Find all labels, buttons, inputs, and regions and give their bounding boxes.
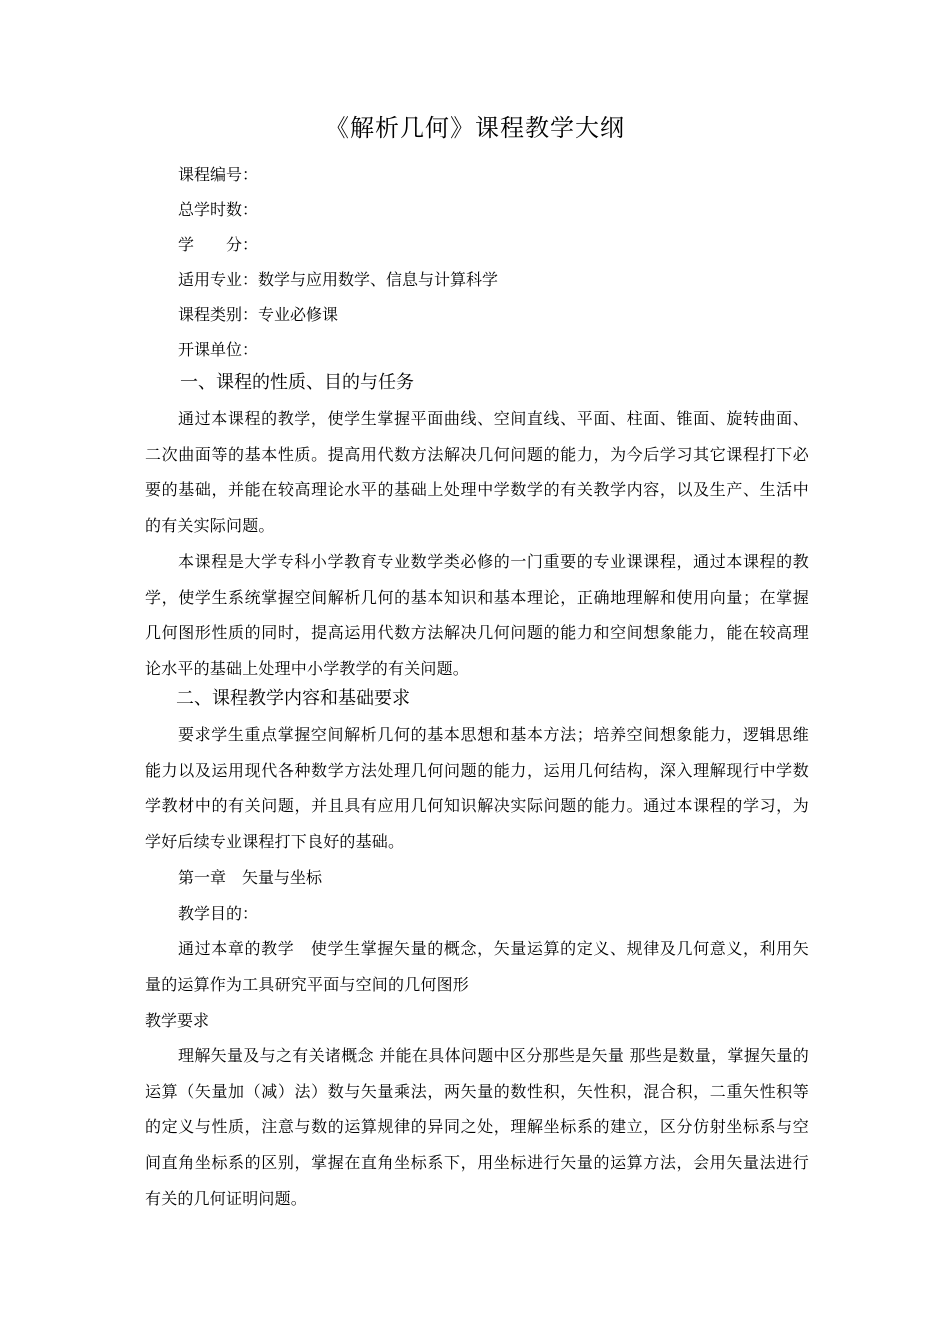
credits-field: 学 分： — [178, 235, 259, 254]
category-field: 课程类别：专业必修课 — [178, 305, 339, 324]
course-code-field: 课程编号： — [178, 165, 259, 184]
chapter-1-requirements-label: 教学要求 — [145, 1011, 210, 1030]
section-2-paragraph-1: 要求学生重点掌握空间解析几何的基本思想和基本方法；培养空间想象能力，逻辑思维能力以及运用现代各种数学方法处理几何问题的能力，运用几何结构，深入理解现行中学数学教材中的有关问题，并且具有应用几何知识解决实际问题的能力。通过本课程的学习，为学好后续专业课程打下良好的基础。 — [145, 725, 809, 852]
total-hours-field: 总学时数： — [178, 200, 259, 219]
section-2-heading: 二、课程教学内容和基础要求 — [176, 688, 410, 709]
section-1-heading: 一、课程的性质、目的与任务 — [180, 372, 414, 393]
chapter-1-objective-text: 通过本章的教学 使学生掌握矢量的概念，矢量运算的定义、规律及几何意义，利用矢量的运算作为工具研究平面与空间的几何图形 — [145, 939, 809, 994]
section-1-paragraph-1: 通过本课程的教学，使学生掌握平面曲线、空间直线、平面、柱面、锥面、旋转曲面、二次曲面等的基本性质。提高用代数方法解决几何问题的能力，为今后学习其它课程打下必要的基础，并能在较高理论水平的基础上处理中学数学的有关教学内容，以及生产、生活中的有关实际问题。 — [145, 409, 809, 536]
chapter-1-requirements-text: 理解矢量及与之有关诸概念 并能在具体问题中区分那些是矢量 那些是数量，掌握矢量的运算（矢量加（减）法）数与矢量乘法，两矢量的数性积，矢性积，混合积，二重矢性积等的定义与性质，注意与数的运算规律的异同之处，理解坐标系的建立，区分仿射坐标系与空间直角坐标系的区别，掌握在直角坐标系下，用坐标进行矢量的运算方法，会用矢量法进行有关的几何证明问题。 — [145, 1046, 809, 1208]
section-1-paragraph-2: 本课程是大学专科小学教育专业数学类必修的一门重要的专业课课程，通过本课程的教学，使学生系统掌握空间解析几何的基本知识和基本理论，正确地理解和使用向量；在掌握几何图形性质的同时，提高运用代数方法解决几何问题的能力和空间想象能力，能在较高理论水平的基础上处理中小学教学的有关问题。 — [145, 552, 809, 679]
document-title: 《解析几何》课程教学大纲 — [325, 114, 625, 142]
chapter-1-title: 第一章 矢量与坐标 — [178, 868, 323, 887]
majors-field: 适用专业：数学与应用数学、信息与计算科学 — [178, 270, 499, 289]
department-field: 开课单位： — [178, 340, 259, 359]
chapter-1-objective-label: 教学目的： — [178, 904, 259, 923]
